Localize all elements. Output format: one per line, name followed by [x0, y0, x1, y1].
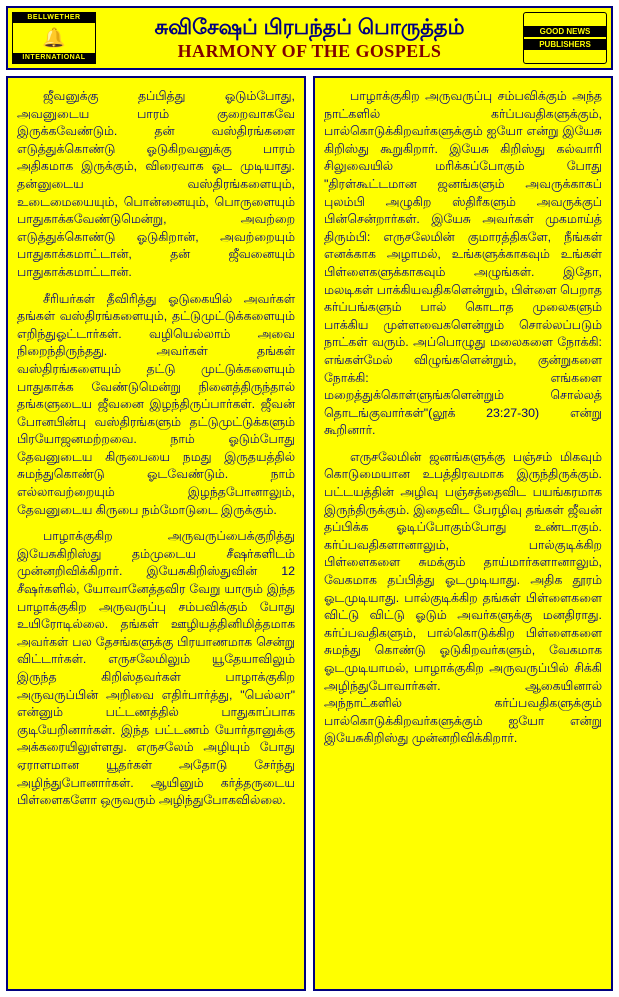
page-header — [6, 6, 613, 70]
left-logo-container — [8, 8, 100, 68]
paragraph: சீரியர்கள் தீவிரித்து ஓடுகையில் அவர்கள் தங்கள் வஸ்திரங்களையும், தட்டுமுட்டுக்களையும் எறிந்துஓட்டார்கள். வழியெல்லாம் அவை நிறைந்திருந்தது. அவர்கள் தங்கள் வஸ்திரங்களையும் தட்டு முட்டுக்களையும் பாதுகாக்க வேண்டுமென்று நினைத்திருந்தால் தங்களுடைய ஜீவனை இழந்திருப்பார்கள். ஜீவன் போனபின்பு வஸ்திரங்களும் தட்டுமுட்டுக்களும் பிரயோஜனமற்றவை. நாம் ஓடும்போது தேவனுடைய கிருபையை நமது இருதயத்தில் சுமந்துகொண்டு ஓடவேண்டும். நாம் எல்லாவற்றையும் இழந்தபோனாலும், தேவனுடைய கிருபை நம்மோடுடை இருக்கும். — [17, 291, 295, 517]
paragraph: எருசலேமின் ஜனங்களுக்கு பஞ்சம் மிகவும் கொடுமையான உபத்திரவமாக இருந்திருக்கும். பட்டயத்தின் அழிவு பஞ்சத்தைவிட பயங்கரமாக இருந்திருக்கும். இதைவிட பேரழிவு தங்கள் ஜீவன் தப்பிக்க ஓடிப்போகும்போது உண்டாகும். கர்ப்பவதிகளானாலும், பால்குடிக்கிற பிள்ளைகளை சுமக்கும் தாய்மார்களானாலும், வேகமாக தப்பித்து ஓடமுடியாது. அதிக தூரம் ஓடமுடியாது. பால்குடிக்கிற தங்கள் பிள்ளைகளை விட்டு விட்டு ஓடும் அவர்களுக்கு மனதிராது. கர்ப்பவதிகளும், பால்கொடுக்கிற பிள்ளைகளை சுமந்து கொண்டு ஓடுகிறவர்களும், வேகமாக ஓடமுடியாமல், பாழாக்குகிற அருவருப்பில் சிக்கி அழிந்துபோவார்கள். ஆகையினால் அந்நாட்களில் கர்ப்பவதிகளுக்கும் பால்கொடுக்கிறவர்களுக்கும் ஐயோ என்று இயேசுகிறிஸ்து முன்னறிவிக்கிறார். — [324, 449, 602, 746]
bellwether-top-text: BELLWETHER — [13, 13, 95, 23]
good-news-publishers-logo — [523, 12, 607, 64]
paragraph: பாழாக்குகிற அருவருப்பைக்குறித்து இயேசுகிறிஸ்து தம்முடைய சீஷர்களிடம் முன்னறிவிக்கிறார். இயேசுகிறிஸ்துவின் 12 சீஷர்களில், யோவானேத்தவிர வேறு யாரும் இந்த பாழாக்குகிற அருவருப்பு சம்பவிக்கும் போது உயிரோடில்லை. தங்கள் ஊழியத்தினிமித்தமாக அவர்கள் பல தேசங்களுக்கு பிரயாணமாக சென்று விட்டார்கள். எருசலேமிலும் யூதேயாவிலும் இருந்த கிறிஸ்தவர்கள் பாழாக்குகிற அருவருப்பின் அறிவை எதிர்பார்த்து, "பெல்லா" என்னும் பட்டணத்தில் பாதுகாப்பாக குடியேறினார்கள். இந்த பட்டணம் யோர்தானுக்கு அக்கரையிலுள்ளது. எருசலேம் அழியும் போது ஏராளமான யூதர்கள் அதோடு சேர்ந்து அழிந்துபோனார்கள். ஆயினும் கர்த்தருடைய பிள்ளைகளோ ஒருவரும் அழிந்துபோகவில்லை. — [17, 529, 295, 808]
page-title-english: HARMONY OF THE GOSPELS — [177, 40, 442, 61]
bellwether-international-logo — [12, 12, 96, 64]
gnp-line-2: PUBLISHERS — [524, 39, 606, 50]
paragraph: ஜீவனுக்கு தப்பித்து ஓடும்போது, அவனுடைய பாரம் குறைவாகவே இருக்கவேண்டும். தன் வஸ்திரங்களை எடுத்துக்கொண்டு ஓடுகிறவனுக்கு பாரம் அதிகமாக இருக்கும், விரைவாக ஓட முடியாது. தன்னுடைய வஸ்திரங்களையும், உடைமையையும், பொன்னையும், பொருளையும் பாதுகாக்கவேண்டுமென்று, அவற்றை எடுத்துக்கொண்டு ஓடுகிறான், அவற்றையும் பாதுகாக்கமாட்டான், தன் ஜீவனையும் பாதுகாக்கமாட்டான். — [17, 89, 295, 279]
gnp-line-1: GOOD NEWS — [524, 26, 606, 37]
page-title-tamil: சுவிசேஷப் பிரபந்தப் பொருத்தம் — [154, 15, 465, 39]
bellwether-bottom-text: INTERNATIONAL — [13, 53, 95, 63]
right-logo-container — [519, 8, 611, 68]
left-column — [6, 76, 306, 991]
bell-icon: 🔔 — [42, 27, 66, 49]
paragraph: பாழாக்குகிற அருவருப்பு சம்பவிக்கும் அந்த நாட்களில் கர்ப்பவதிகளுக்கும், பால்கொடுக்கிறவர்களுக்கும் ஐயோ என்று இயேசு கிறிஸ்து கூறுகிறார். இயேசு கிறிஸ்து கல்வாரி சிலுவையில் மரிக்கப்போகும் போது "திரள்கூட்டமான ஜனங்களும் அவருக்காகப் புலம்பி அழுகிற ஸ்திரீகளும் அவருக்குப் பின்சென்றார்கள். இயேசு அவர்கள் முகமாய்த் திரும்பி: எருசலேமின் குமாரத்திகளே, நீங்கள் எனக்காக அழாமல், உங்களுக்காகவும் உங்கள் பிள்ளைகளுக்காகவும் அழுங்கள். இதோ, மலடிகள் பாக்கியவதிகளென்றும், பிள்ளை பெறாத கர்ப்பங்களும் பால் கொடாத முலைகளும் பாக்கிய முள்ளவைகளென்றும் சொல்லப்படும் நாட்கள் வரும். அப்பொழுது மலைகளை நோக்கி: எங்கள்மேல் விழுங்களென்றும், குன்றுகளை நோக்கி: எங்களை மறைத்துக்கொள்ளுங்களென்றும் சொல்லத் தொடங்குவார்கள்"(லூக் 23:27-30) என்று கூறினார். — [324, 89, 602, 438]
right-column — [313, 76, 613, 991]
body-columns — [6, 76, 613, 991]
header-titles — [100, 8, 519, 68]
